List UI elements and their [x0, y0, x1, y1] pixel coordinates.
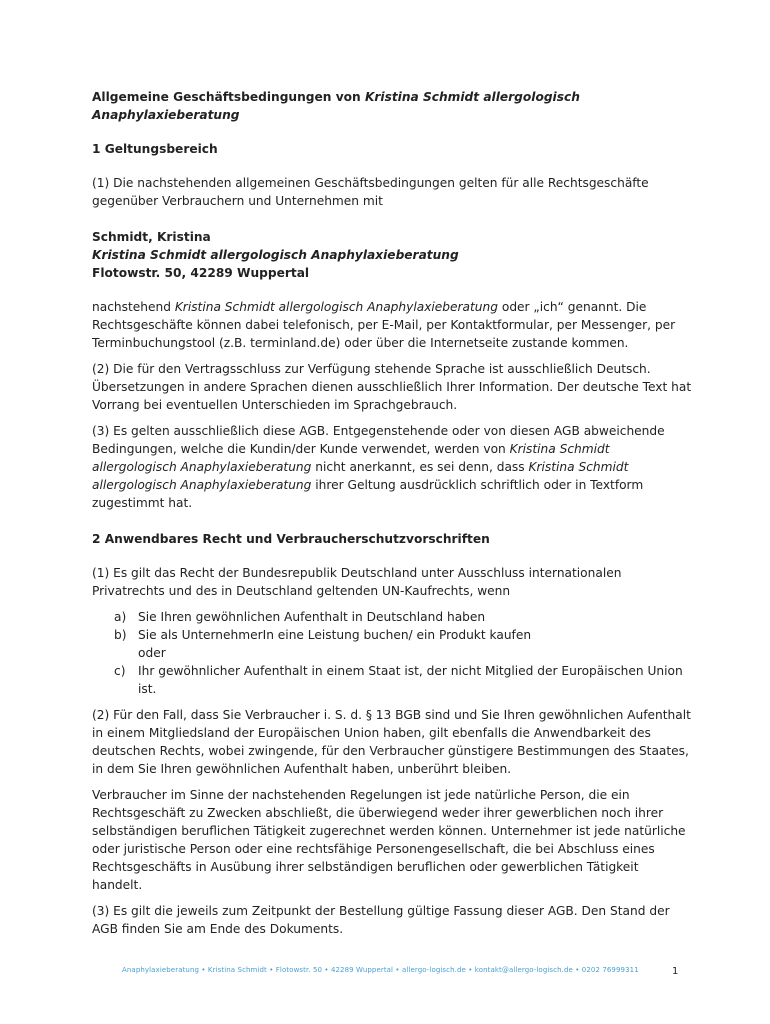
list-marker: b) — [114, 628, 127, 642]
list-item-text: Ihr gewöhnlicher Aufenthalt in einem Staat ist, der nicht Mitglied der Europäischen Union ist. — [138, 664, 683, 696]
p2-company: Kristina Schmidt allergologisch Anaphylaxieberatung — [174, 300, 498, 314]
p4-text-c: ihrer Geltung ausdrücklich schriftlich oder in Textform zugestimmt hat. — [92, 478, 644, 510]
section-2-paragraph-4: (3) Es gilt die jeweils zum Zeitpunkt der Bestellung gültige Fassung dieser AGB. Den Stand der AGB finden Sie am Ende des Dokuments. — [92, 904, 670, 936]
address-block — [92, 228, 692, 282]
page-number: 1 — [672, 966, 679, 977]
list-item — [92, 662, 692, 698]
list-marker: c) — [114, 664, 126, 678]
p2-text-b: oder „ich“ genannt. Die Rechtsgeschäfte können dabei telefonisch, per E-Mail, per Kontaktformular, per Messenger, per Terminbuchungstool (z.B. terminland.de) oder über die Internetseite zustande kommen. — [92, 300, 676, 350]
address-company-text: Kristina Schmidt allergologisch Anaphylaxieberatung — [92, 248, 459, 262]
page-footer: Anaphylaxieberatung • Kristina Schmidt • Flotowstr. 50 • 42289 Wuppertal • allergo-logisch.de • kontakt@allergo-logisch.de • 0202 76999311 — [122, 966, 639, 974]
section-1-heading: 1 Geltungsbereich — [92, 142, 218, 156]
p4-company-1: Kristina Schmidt allergologisch Anaphylaxieberatung — [92, 442, 610, 474]
section-2-paragraph-1: (1) Es gilt das Recht der Bundesrepublik Deutschland unter Ausschluss internationalen Privatrechts und des in Deutschland geltenden UN-Kaufrechts, wenn — [92, 566, 622, 598]
document-title — [92, 88, 692, 124]
p2-text-a: nachstehend — [92, 300, 175, 314]
list-item — [92, 626, 692, 644]
list-item-text: Sie als UnternehmerIn eine Leistung buchen/ ein Produkt kaufen — [138, 628, 532, 642]
section-1-paragraph-2 — [92, 298, 692, 352]
p4-text-b: nicht anerkannt, es sei denn, dass — [311, 460, 529, 474]
list-marker: a) — [114, 610, 127, 624]
condition-list — [92, 608, 692, 698]
address-street: Flotowstr. 50, 42289 Wuppertal — [92, 266, 310, 280]
section-1-paragraph-1: (1) Die nachstehenden allgemeinen Geschäftsbedingungen gelten für alle Rechtsgeschäfte gegenüber Verbrauchern und Unternehmen mit — [92, 176, 649, 208]
address-company — [92, 246, 692, 264]
list-item-text: oder — [138, 646, 166, 660]
p4-text-a: (3) Es gelten ausschließlich diese AGB. Entgegenstehende oder von diesen AGB abweichende Bedingungen, welche die Kundin/der Kunde verwendet, werden von — [92, 424, 665, 456]
section-2-heading: 2 Anwendbares Recht und Verbraucherschutzvorschriften — [92, 532, 490, 546]
section-1-paragraph-4 — [92, 422, 692, 512]
title-prefix: Allgemeine Geschäftsbedingungen von — [92, 90, 365, 104]
section-1-paragraph-3: (2) Die für den Vertragsschluss zur Verfügung stehende Sprache ist ausschließlich Deutsch. Übersetzungen in andere Sprachen dienen ausschließlich Ihrer Information. Der deutsche Text hat Vorrang bei eventuellen Unterschieden im Sprachgebrauch. — [92, 362, 692, 412]
p4-company-2: Kristina Schmidt allergologisch Anaphylaxieberatung — [92, 460, 629, 492]
section-2-paragraph-2: (2) Für den Fall, dass Sie Verbraucher i. S. d. § 13 BGB sind und Sie Ihren gewöhnlichen Aufenthalt in einem Mitgliedsland der Europäischen Union haben, gilt ebenfalls die Anwendbarkeit des deutschen Rechts, wobei zwingende, für den Verbraucher günstigere Bestimmungen des Staates, in dem Sie Ihren gewöhnlichen Aufenthalt haben, unberührt bleiben. — [92, 708, 691, 776]
title-company: Kristina Schmidt allergologisch Anaphylaxieberatung — [92, 90, 580, 122]
list-item — [92, 608, 692, 626]
section-2-paragraph-3: Verbraucher im Sinne der nachstehenden Regelungen ist jede natürliche Person, die ein Rechtsgeschäft zu Zwecken abschließt, die überwiegend weder ihrer gewerblichen noch ihrer selbständigen beruflichen Tätigkeit zugerechnet werden können. Unternehmer ist jede natürliche oder juristische Person oder eine rechtsfähige Personengesellschaft, die bei Abschluss eines Rechtsgeschäfts in Ausübung ihrer selbständigen beruflichen oder gewerblichen Tätigkeit handelt. — [92, 788, 686, 892]
list-item — [92, 644, 692, 662]
list-item-text: Sie Ihren gewöhnlichen Aufenthalt in Deutschland haben — [138, 610, 486, 624]
address-name: Schmidt, Kristina — [92, 230, 211, 244]
document-body — [92, 88, 692, 946]
